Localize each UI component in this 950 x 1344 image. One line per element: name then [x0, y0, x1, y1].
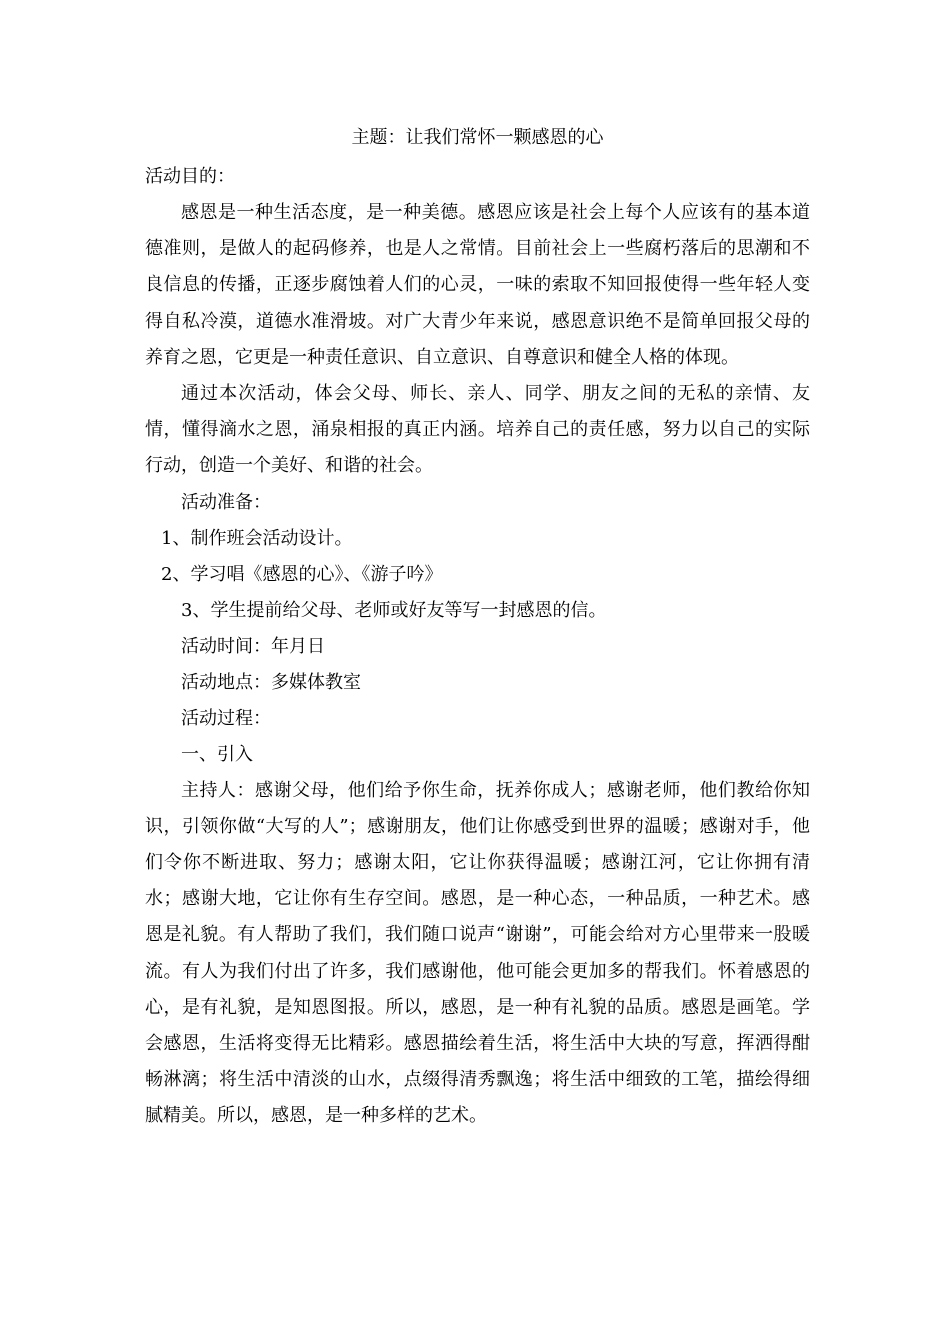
preparation-item-3: 3、学生提前给父母、老师或好友等写一封感恩的信。 — [181, 599, 607, 621]
activity-time: 活动时间：年月日 — [181, 635, 325, 657]
preparation-item-2: 2、学习唱《感恩的心》、《游子吟》 — [161, 563, 443, 585]
document-body — [145, 125, 810, 1135]
purpose-heading: 活动目的： — [145, 166, 235, 187]
process-heading: 活动过程： — [181, 707, 271, 729]
activity-location: 活动地点：多媒体教室 — [181, 671, 361, 693]
purpose-paragraph-1: 感恩是一种生活态度，是一种美德。感恩应该是社会上每个人应该有的基本道德准则，是做人的起码修养，也是人之常情。目前社会上一些腐朽落后的思潮和不良信息的传播，正逐步腐蚀着人们的心灵，一味的索取不知回报使得一些年轻人变得自私冷漠，道德水准滑坡。对广大青少年来说，感恩意识绝不是简单回报父母的养育之恩，它更是一种责任意识、自立意识、自尊意识和健全人格的体现。 — [145, 202, 810, 368]
preparation-heading: 活动准备： — [181, 491, 271, 513]
host-paragraph: 主持人：感谢父母，他们给予你生命，抚养你成人；感谢老师，他们教给你知识，引领你做“大写的人”；感谢朋友，他们让你感受到世界的温暖；感谢对手，他们令你不断进取、努力；感谢太阳，它让你获得温暖；感谢江河，它让你拥有清水；感谢大地，它让你有生存空间。感恩，是一种心态，一种品质，一种艺术。感恩是礼貌。有人帮助了我们，我们随口说声“谢谢”，可能会给对方心里带来一股暖流。有人为我们付出了许多，我们感谢他，他可能会更加多的帮我们。怀着感恩的心，是有礼貌，是知恩图报。所以，感恩，是一种有礼貌的品质。感恩是画笔。学会感恩，生活将变得无比精彩。感恩描绘着生活，将生活中大块的写意，挥洒得酣畅淋漓；将生活中清淡的山水，点缀得清秀飘逸；将生活中细致的工笔，描绘得细腻精美。所以，感恩，是一种多样的艺术。 — [145, 779, 810, 1127]
preparation-item-1: 1、制作班会活动设计。 — [161, 527, 353, 549]
document-title: 主题：让我们常怀一颗感恩的心 — [351, 127, 604, 148]
section-one-heading: 一、引入 — [181, 743, 253, 765]
purpose-paragraph-2: 通过本次活动，体会父母、师长、亲人、同学、朋友之间的无私的亲情、友情，懂得滴水之恩，涌泉相报的真正内涵。培养自己的责任感，努力以自己的实际行动，创造一个美好、和谐的社会。 — [145, 383, 810, 477]
